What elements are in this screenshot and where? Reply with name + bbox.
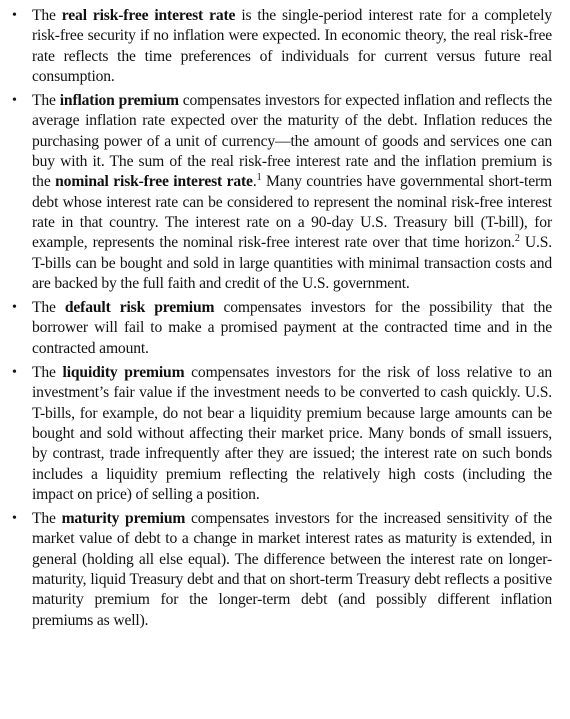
item-text-pre: The [32,364,63,382]
list-item-liquidity-premium [0,363,570,505]
item-text-pre: The [32,299,65,317]
item-text-period: . [252,173,257,191]
term-liquidity-premium: liquidity premium [62,364,185,382]
item-text-body: compensates investors for expected inflation and reflects the average inflation rate expected over the maturity of the debt. Inflation reduces the purchasing power of a unit of currency—the amount of goods and services one can buy with it. The sum of the real risk-free interest rate and the inflation premium is the [32,92,553,191]
bullet-icon: • [12,365,17,381]
list-item-real-risk-free-rate [0,6,570,87]
footnote-ref-1[interactable]: 1 [256,172,262,184]
footnote-ref-2[interactable]: 2 [514,233,520,245]
term-nominal-risk-free-interest-rate: nominal risk-free interest rate [55,173,253,191]
item-text-body: is the single-period interest rate for a completely risk-free security if no inflation were expected. In economic theory, the real risk-free rate reflects the time preferences of individuals for current versus future real consumption. [32,7,552,85]
term-inflation-premium: inflation premium [59,92,179,110]
bullet-icon: • [12,93,17,109]
bullet-icon: • [12,511,17,527]
term-maturity-premium: maturity premium [61,510,186,528]
item-text-pre: The [32,510,62,528]
item-text-body: compensates investors for the increased sensitivity of the market value of debt to a change in market interest rates as maturity is extended, in general (holding all else equal). The difference between the interest rate on longer-maturity, liquid Treasury debt and that on short-term Treasury debt reflects a positive maturity premium for the longer-term debt (and possibly different inflation premiums as well). [32,510,552,629]
item-text-body: compensates investors for the risk of loss relative to an investment’s fair value if the investment needs to be converted to cash quickly. U.S. T-bills, for example, do not bear a liquidity premium because large amounts can be bought and sold without affecting their market price. Many bonds of small issuers, by contrast, trade infrequently after they are issued; the interest rate on such bonds includes a liquidity premium reflecting the relatively high costs (including the impact on price) of selling a position. [32,364,552,503]
list-item-inflation-premium [0,91,570,294]
item-text-body-3: U.S. T-bills can be bought and sold in large quantities with minimal transaction costs and are backed by the full faith and credit of the U.S. government. [32,234,552,292]
term-default-risk-premium: default risk premium [64,299,215,317]
bullet-icon: • [12,300,17,316]
list-item-default-risk-premium [0,298,570,359]
item-text-pre: The [32,92,60,110]
bullet-icon: • [12,8,17,23]
premium-bullet-list [0,6,570,631]
list-item-maturity-premium [0,509,570,631]
item-text-body-2: Many countries have governmental short-term debt whose interest rate can be considered to represent the nominal risk-free interest rate in that country. The interest rate on a 90-day U.S. Treasury bill (T-bill), for example, represents the nominal risk-free interest rate over that time horizon. [32,173,552,252]
item-text-pre: The [32,7,62,24]
document-page [0,6,570,635]
item-text-body: compensates investors for the possibility that the borrower will fail to make a promised payment at the contracted time and in the contracted amount. [32,299,552,357]
term-real-risk-free-interest-rate: real risk-free interest rate [61,7,236,24]
